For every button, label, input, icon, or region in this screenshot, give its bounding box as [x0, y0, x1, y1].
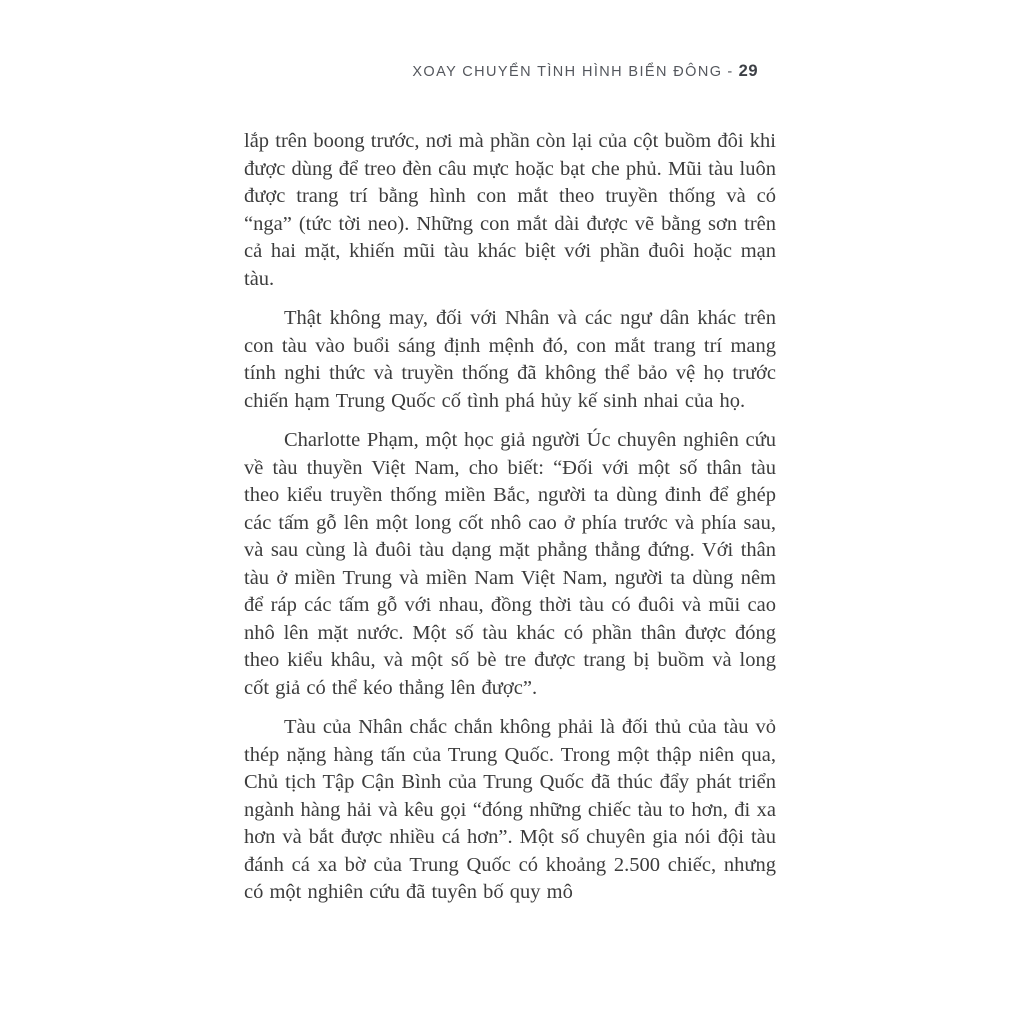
running-header [412, 62, 758, 81]
header-separator: - [727, 64, 734, 80]
body-text [244, 128, 776, 919]
running-title: XOAY CHUYỂN TÌNH HÌNH BIỂN ĐÔNG [412, 64, 723, 80]
page-number: 29 [738, 62, 758, 80]
paragraph-4: Tàu của Nhân chắc chắn không phải là đối thủ của tàu vỏ thép nặng hàng tấn của Trung Quốc. Trong một thập niên qua, Chủ tịch Tập Cận Bình của Trung Quốc đã thúc đẩy phát triển ngành hàng hải và kêu gọi “đóng những chiếc tàu to hơn, đi xa hơn và bắt được nhiều cá hơn”. Một số chuyên gia nói đội tàu đánh cá xa bờ của Trung Quốc có khoảng 2.500 chiếc, nhưng có một nghiên cứu đã tuyên bố quy mô [244, 716, 776, 903]
paragraph-1: lắp trên boong trước, nơi mà phần còn lại của cột buồm đôi khi được dùng để treo đèn câu mực hoặc bạt che phủ. Mũi tàu luôn được trang trí bằng hình con mắt theo truyền thống và có “nga” (tức tời neo). Những con mắt dài được vẽ bằng sơn trên cả hai mặt, khiến mũi tàu khác biệt với phần đuôi hoặc mạn tàu. [244, 130, 776, 290]
paragraph-3: Charlotte Phạm, một học giả người Úc chuyên nghiên cứu về tàu thuyền Việt Nam, cho biết: “Đối với một số thân tàu theo kiểu truyền thống miền Bắc, người ta dùng đinh để ghép các tấm gỗ lên một long cốt nhô cao ở phía trước và phía sau, và sau cùng là đuôi tàu dạng mặt phẳng thẳng đứng. Với thân tàu ở miền Trung và miền Nam Việt Nam, người ta dùng nêm để ráp các tấm gỗ với nhau, đồng thời tàu có đuôi và mũi cao nhô lên mặt nước. Một số tàu khác có phần thân được đóng theo kiểu khâu, và một số bè tre được trang bị buồm và long cốt giả có thể kéo thẳng lên được”. [244, 429, 776, 699]
paragraph-2: Thật không may, đối với Nhân và các ngư dân khác trên con tàu vào buổi sáng định mệnh đó, con mắt trang trí mang tính nghi thức và truyền thống đã không thể bảo vệ họ trước chiến hạm Trung Quốc cố tình phá hủy kế sinh nhai của họ. [244, 307, 776, 412]
